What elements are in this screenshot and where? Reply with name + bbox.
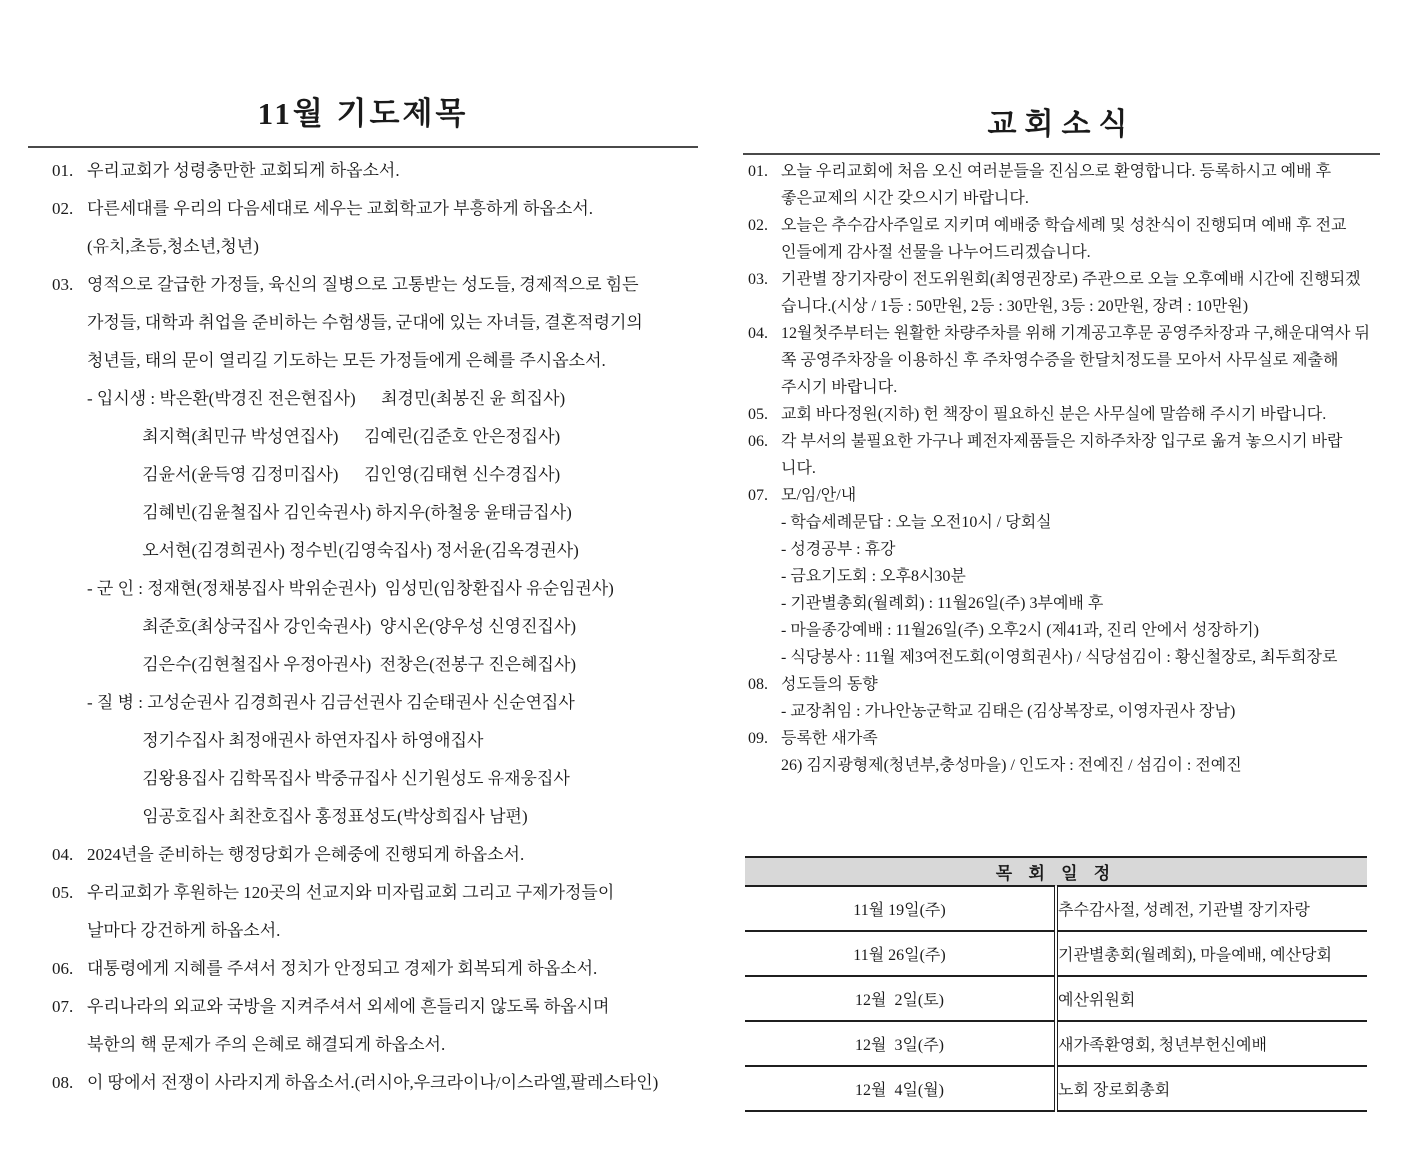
prayer-item-lines — [87, 1064, 712, 1102]
prayer-item-lines — [87, 836, 712, 874]
prayer-title-rule — [28, 146, 698, 148]
news-item — [748, 212, 1393, 266]
prayer-item-lines — [87, 152, 712, 190]
news-item-lines — [781, 320, 1393, 401]
news-item — [748, 320, 1393, 401]
news-item-line: 각 부서의 불필요한 가구나 폐전자제품들은 지하주차장 입구로 옮겨 놓으시기 바랍 — [781, 433, 1343, 450]
prayer-item-number: 06. — [52, 959, 74, 978]
prayer-item — [52, 836, 712, 874]
schedule-date-cell: 11월 26일(주) — [745, 931, 1056, 976]
prayer-item-line: 김윤서(윤득영 김정미집사) 김인영(김태현 신수경집사) — [87, 465, 561, 484]
prayer-item-lines — [87, 190, 712, 266]
prayer-item-number: 07. — [52, 997, 74, 1016]
prayer-item-line: 임공호집사 최찬호집사 홍정표성도(박상희집사 남편) — [87, 807, 528, 826]
prayer-item-line: 우리교회가 후원하는 120곳의 선교지와 미자립교회 그리고 구제가정들이 — [87, 883, 615, 902]
news-item — [748, 158, 1393, 212]
schedule-row — [745, 976, 1367, 1021]
schedule-date-cell: 12월 3일(주) — [745, 1021, 1056, 1066]
schedule-event-cell: 예산위원회 — [1056, 976, 1367, 1021]
schedule-header-row — [745, 857, 1367, 886]
prayer-item-line: - 질 병 : 고성순권사 김경희권사 김금선권사 김순태권사 신순연집사 — [87, 693, 575, 712]
news-item-number: 02. — [748, 217, 768, 234]
prayer-item-lines — [87, 988, 712, 1064]
news-item — [748, 482, 1393, 671]
schedule-event-cell: 노회 장로회총회 — [1056, 1066, 1367, 1111]
prayer-item-line: 우리나라의 외교와 국방을 지켜주셔서 외세에 흔들리지 않도록 하옵시며 — [87, 997, 610, 1016]
schedule-table — [745, 856, 1367, 1112]
news-item-line: 모/임/안/내 — [781, 487, 857, 504]
news-item-lines — [781, 725, 1393, 779]
news-item-line: 쪽 공영주차장을 이용하신 후 주차영수증을 한달치정도를 모아서 사무실로 제출해 — [781, 352, 1339, 369]
news-item — [748, 266, 1393, 320]
prayer-item-lines — [87, 874, 712, 950]
news-item-line: - 마을종강예배 : 11월26일(주) 오후2시 (제41과, 진리 안에서 성장하기) — [781, 622, 1259, 639]
prayer-item-line: 다른세대를 우리의 다음세대로 세우는 교회학교가 부흥하게 하옵소서. — [87, 199, 593, 218]
prayer-item-line: 날마다 강건하게 하옵소서. — [87, 921, 281, 940]
news-item — [748, 401, 1393, 428]
news-item-number: 04. — [748, 325, 768, 342]
prayer-item-line: 오서현(김경희권사) 정수빈(김영숙집사) 정서윤(김옥경권사) — [87, 541, 579, 560]
news-item-line: - 교장취임 : 가나안농군학교 김태은 (김상복장로, 이영자권사 장남) — [781, 703, 1236, 720]
news-item-line: - 식당봉사 : 11월 제3여전도회(이영희권사) / 식당섬김이 : 황신철장로, 최두희장로 — [781, 649, 1338, 666]
news-title: 교회소식 — [987, 108, 1136, 141]
schedule-row — [745, 1021, 1367, 1066]
news-item-number: 05. — [748, 406, 768, 423]
news-items — [748, 158, 1393, 779]
news-item-lines — [781, 266, 1393, 320]
prayer-item — [52, 152, 712, 190]
schedule-event-cell: 새가족환영회, 청년부헌신예배 — [1056, 1021, 1367, 1066]
news-item-lines — [781, 482, 1393, 671]
prayer-item — [52, 874, 712, 950]
schedule-date-cell: 11월 19일(주) — [745, 886, 1056, 931]
news-item-number: 01. — [748, 163, 768, 180]
news-title-rule — [743, 153, 1380, 155]
prayer-title: 11월 기도제목 — [257, 96, 469, 131]
news-item-number: 06. — [748, 433, 768, 450]
schedule-date-cell: 12월 2일(토) — [745, 976, 1056, 1021]
news-item-lines — [781, 428, 1393, 482]
prayer-item-number: 02. — [52, 199, 74, 218]
prayer-item-line: 청년들, 태의 문이 열리길 기도하는 모든 가정들에게 은혜를 주시옵소서. — [87, 351, 606, 370]
prayer-item-line: - 군 인 : 정재현(정채봉집사 박위순권사) 임성민(임창환집사 유순임권사) — [87, 579, 614, 598]
news-item-line: 니다. — [781, 460, 816, 477]
prayer-item-line: 영적으로 갈급한 가정들, 육신의 질병으로 고통받는 성도들, 경제적으로 힘든 — [87, 275, 639, 294]
news-item-line: 인들에게 감사절 선물을 나누어드리겠습니다. — [781, 244, 1091, 261]
news-item-number: 08. — [748, 676, 768, 693]
news-item-line: 등록한 새가족 — [781, 730, 878, 747]
prayer-item-line: 김은수(김현철집사 우정아권사) 전창은(전봉구 진은혜집사) — [87, 655, 577, 674]
news-item — [748, 428, 1393, 482]
news-item-number: 03. — [748, 271, 768, 288]
prayer-items — [52, 152, 712, 1102]
news-item-line: 기관별 장기자랑이 전도위원회(최영권장로) 주관으로 오늘 오후예배 시간에 진행되겠 — [781, 271, 1361, 288]
prayer-item — [52, 266, 712, 836]
news-item-line: 성도들의 동향 — [781, 676, 878, 693]
schedule-date-cell: 12월 4일(월) — [745, 1066, 1056, 1111]
prayer-item — [52, 190, 712, 266]
news-item — [748, 725, 1393, 779]
prayer-item-line: 정기수집사 최정애권사 하연자집사 하영애집사 — [87, 731, 484, 750]
prayer-item-line: 가정들, 대학과 취업을 준비하는 수험생들, 군대에 있는 자녀들, 결혼적령기의 — [87, 313, 643, 332]
news-item-lines — [781, 401, 1393, 428]
prayer-item-line: 김왕용집사 김학목집사 박중규집사 신기원성도 유재웅집사 — [87, 769, 570, 788]
prayer-item-line: 이 땅에서 전쟁이 사라지게 하옵소서.(러시아,우크라이나/이스라엘,팔레스타인) — [87, 1073, 659, 1092]
news-item-number: 09. — [748, 730, 768, 747]
prayer-item-number: 04. — [52, 845, 74, 864]
news-item-line: - 기관별총회(월례회) : 11월26일(주) 3부예배 후 — [781, 595, 1104, 612]
prayer-item — [52, 950, 712, 988]
news-item-line: 습니다.(시상 / 1등 : 50만원, 2등 : 30만원, 3등 : 20만원, 장려 : 10만원) — [781, 298, 1249, 315]
schedule-row — [745, 886, 1367, 931]
prayer-item-lines — [87, 950, 712, 988]
news-item-line: 오늘 우리교회에 처음 오신 여러분들을 진심으로 환영합니다. 등록하시고 예배 후 — [781, 163, 1332, 180]
schedule-event-cell: 추수감사절, 성례전, 기관별 장기자랑 — [1056, 886, 1367, 931]
news-item-lines — [781, 212, 1393, 266]
schedule-row — [745, 1066, 1367, 1111]
news-item-lines — [781, 158, 1393, 212]
news-item-line: - 금요기도회 : 오후8시30분 — [781, 568, 966, 585]
prayer-item-line: 최준호(최상국집사 강인숙권사) 양시온(양우성 신영진집사) — [87, 617, 577, 636]
prayer-item-lines — [87, 266, 712, 836]
news-item — [748, 671, 1393, 725]
prayer-item-line: 김혜빈(김윤철집사 김인숙권사) 하지우(하철웅 윤태금집사) — [87, 503, 572, 522]
news-item-line: 26) 김지광형제(청년부,충성마을) / 인도자 : 전예진 / 섬김이 : 전예진 — [781, 757, 1242, 774]
news-item-line: 주시기 바랍니다. — [781, 379, 898, 396]
news-item-line: 교회 바다정원(지하) 헌 책장이 필요하신 분은 사무실에 말씀해 주시기 바랍니다. — [781, 406, 1327, 423]
news-item-line: - 학습세례문답 : 오늘 오전10시 / 당회실 — [781, 514, 1052, 531]
prayer-item-line: 우리교회가 성령충만한 교회되게 하옵소서. — [87, 161, 400, 180]
prayer-item — [52, 1064, 712, 1102]
news-item-line: 12월첫주부터는 원활한 차량주차를 위해 기계공고후문 공영주차장과 구,해운대역사 뒤 — [781, 325, 1370, 342]
schedule-table-title: 목 회 일 정 — [745, 857, 1367, 886]
news-item-number: 07. — [748, 487, 768, 504]
prayer-item-line: 2024년을 준비하는 행정당회가 은혜중에 진행되게 하옵소서. — [87, 845, 525, 864]
schedule-event-cell: 기관별총회(월례회), 마을예배, 예산당회 — [1056, 931, 1367, 976]
news-item-line: - 성경공부 : 휴강 — [781, 541, 896, 558]
prayer-item-number: 03. — [52, 275, 74, 294]
news-item-line: 좋은교제의 시간 갖으시기 바랍니다. — [781, 190, 1029, 207]
prayer-item-number: 08. — [52, 1073, 74, 1092]
prayer-item-line: - 입시생 : 박은환(박경진 전은현집사) 최경민(최봉진 윤 희집사) — [87, 389, 566, 408]
news-item-line: 오늘은 추수감사주일로 지키며 예배중 학습세례 및 성찬식이 진행되며 예배 후 전교 — [781, 217, 1347, 234]
prayer-item-line: 최지혁(최민규 박성연집사) 김예린(김준호 안은정집사) — [87, 427, 561, 446]
prayer-item-number: 01. — [52, 161, 74, 180]
news-item-lines — [781, 671, 1393, 725]
prayer-item-number: 05. — [52, 883, 74, 902]
prayer-item — [52, 988, 712, 1064]
prayer-item-line: 북한의 핵 문제가 주의 은혜로 해결되게 하옵소서. — [87, 1035, 446, 1054]
schedule-row — [745, 931, 1367, 976]
prayer-item-line: 대통령에게 지혜를 주셔서 정치가 안정되고 경제가 회복되게 하옵소서. — [87, 959, 598, 978]
prayer-item-line: (유치,초등,청소년,청년) — [87, 237, 259, 256]
